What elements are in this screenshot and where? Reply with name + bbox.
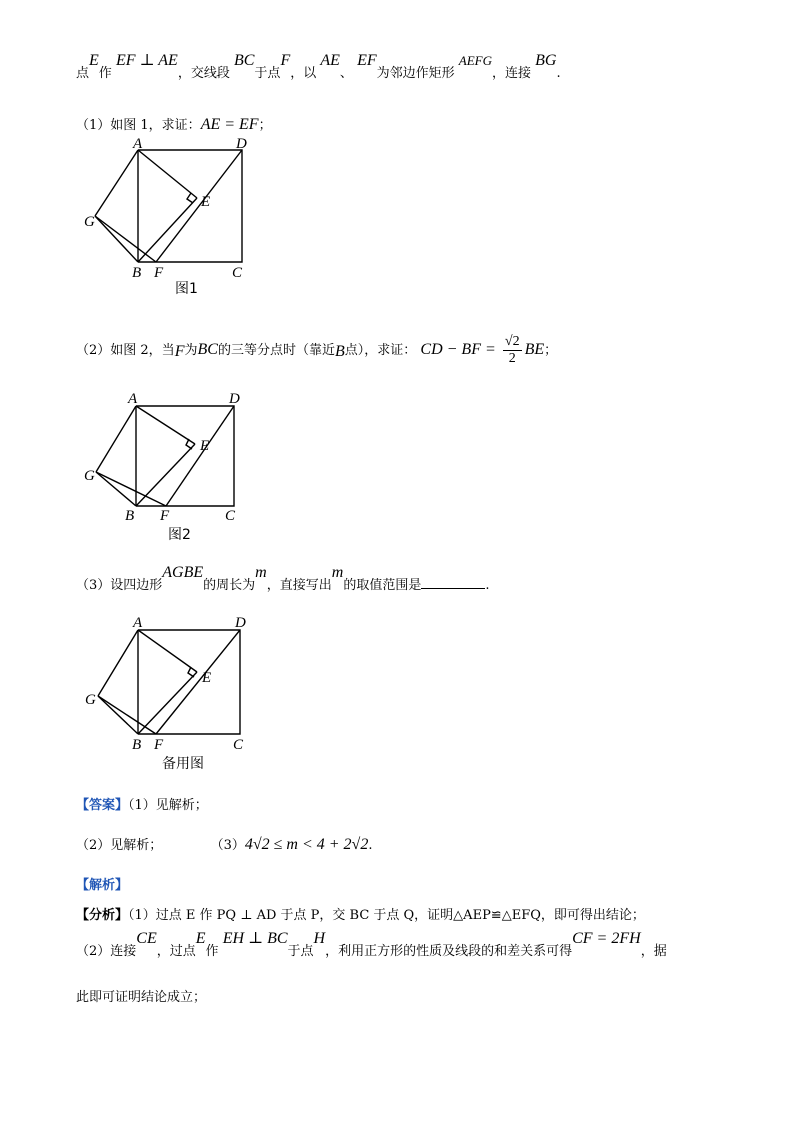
label-b: B	[125, 508, 135, 524]
answer-line-1: 【答案】（1）见解析；	[76, 798, 208, 813]
question-2: （2）如图 2，当F为BC的三等分点时（靠近B点），求证： CD − BF = $\frac{√2}{2}$ BE；	[76, 334, 558, 366]
label-f: F	[154, 265, 164, 281]
question-3: （3）设四边形AGBE的周长为m，直接写出m的取值范围是 .	[76, 564, 490, 593]
analysis-tag-line	[76, 874, 128, 893]
label-g: G	[85, 692, 96, 708]
label-g: G	[84, 468, 95, 484]
label-d: D	[229, 391, 240, 407]
answer-blank	[421, 576, 485, 589]
intro-line: 点E作 EF ⊥ AE，交线段 BC于点F，以 AE、 EF为邻边作矩形 AEFG，连接 BG.	[76, 52, 561, 81]
figure-1	[80, 138, 260, 298]
figure-1-caption: 图1	[175, 281, 198, 297]
analysis-line-3: 此即可证明结论成立；	[76, 990, 207, 1005]
label-f: F	[154, 737, 164, 753]
label-e: E	[201, 194, 211, 210]
fenxi-tag: 【分析】	[76, 908, 129, 923]
label-g: G	[84, 214, 95, 230]
label-d: D	[235, 615, 246, 631]
analysis-line-1: 【分析】（1）过点 E 作 PQ ⊥ AD 于点 P，交 BC 于点 Q，证明△AEP≌△EFQ，即可得出结论；	[76, 908, 645, 923]
label-b: B	[132, 265, 142, 281]
analysis-line-2: （2）连接CE，过点E作 EH ⊥ BC于点H，利用正方形的性质及线段的和差关系可得CF = 2FH，据	[76, 930, 667, 959]
answer-line-2: （2）见解析； （3）4√2 ≤ m < 4 + 2√2.	[76, 836, 373, 853]
fraction-sqrt2-over-2: $\frac{√2}{2}$	[504, 334, 520, 366]
label-a: A	[128, 391, 138, 407]
answer-3-math: 4√2 ≤ m < 4 + 2√2	[244, 836, 369, 853]
label-e: E	[200, 438, 210, 454]
label-d: D	[236, 138, 247, 152]
figure-3	[78, 612, 268, 782]
figure-2	[78, 386, 258, 546]
figure-3-caption: 备用图	[162, 756, 204, 772]
label-e: E	[202, 670, 212, 686]
analysis-tag: 【解析】	[76, 878, 129, 893]
label-a: A	[133, 138, 143, 152]
label-b: B	[132, 737, 142, 753]
label-c: C	[232, 265, 243, 281]
label-a: A	[133, 615, 143, 631]
question-1: （1）如图 1，求证：AE = EF；	[76, 116, 272, 133]
answer-tag: 【答案】	[76, 798, 129, 813]
figure-2-caption: 图2	[168, 527, 191, 543]
label-c: C	[233, 737, 244, 753]
label-f: F	[160, 508, 170, 524]
label-c: C	[225, 508, 236, 524]
